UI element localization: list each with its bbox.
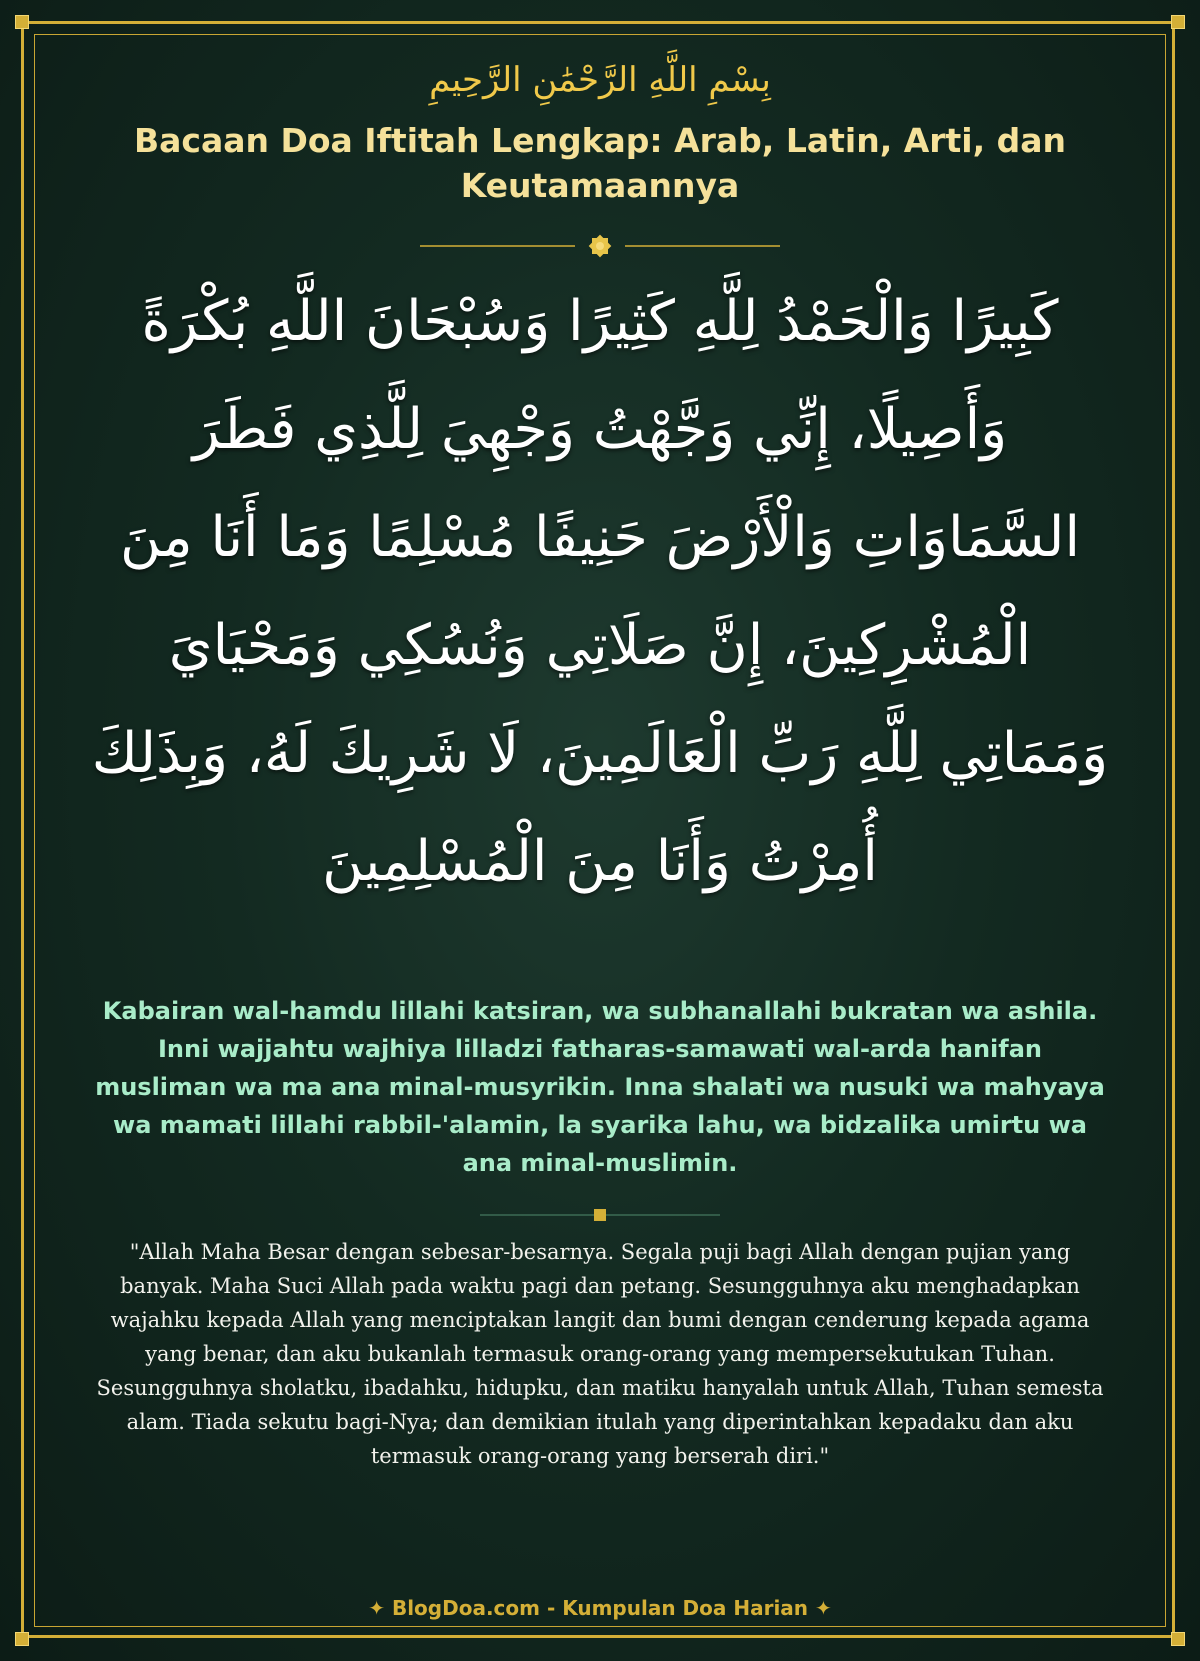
star-ornament-icon [420,234,780,258]
section-divider [480,1207,720,1223]
title-divider [420,234,780,258]
footer-brand: ✦ BlogDoa.com - Kumpulan Doa Harian ✦ [368,1596,832,1620]
diamond-ornament-icon [480,1207,720,1223]
corner-ornament-bottom-left [15,1632,29,1646]
corner-ornament-top-left [15,15,29,29]
page-title: Bacaan Doa Iftitah Lengkap: Arab, Latin, Arti, dan Keutamaannya [133,121,1067,205]
doa-arabic-text: كَبِيرًا وَالْحَمْدُ لِلَّهِ كَثِيرًا وَسُبْحَانَ اللَّهِ بُكْرَةً وَأَصِيلًا، إِنِّي وَجَّهْتُ وَجْهِيَ لِلَّذِي فَطَرَ السَّمَاوَاتِ وَالْأَرْضَ حَنِيفًا مُسْلِمًا وَمَا أَنَا مِنَ الْمُشْرِكِينَ، إِنَّ صَلَاتِي وَنُسُكِي وَمَحْيَايَ وَمَمَاتِي لِلَّهِ رَبِّ الْعَالَمِينَ، لَا شَرِيكَ لَهُ، وَبِذَلِكَ أُمِرْتُ وَأَنَا مِنَ الْمُسْلِمِينَ [91,289,1109,894]
corner-ornament-bottom-right [1171,1632,1185,1646]
corner-ornament-top-right [1171,15,1185,29]
basmalah-heading: بِسْمِ اللَّهِ الرَّحْمَٰنِ الرَّحِيمِ [429,60,771,100]
doa-latin-transliteration: Kabairan wal-hamdu lillahi katsiran, wa subhanallahi bukratan wa ashila. Inni wajjahtu wajhiya lilladzi fatharas-samawati wal-arda hanifan musliman wa ma ana minal-musyrikin. Inna shalati wa nusuki wa mahyaya wa mamati lillahi rabbil-'alamin, la syarika lahu, wa bidzalika umirtu wa ana minal-muslimin. [95,997,1105,1177]
doa-translation: "Allah Maha Besar dengan sebesar-besarnya. Segala puji bagi Allah dengan pujian yang banyak. Maha Suci Allah pada waktu pagi dan petang. Sesungguhnya aku menghadapkan wajahku kepada Allah yang menciptakan langit dan bumi dengan cenderung kepada agama yang benar, dan aku bukanlah termasuk orang-orang yang mempersekutukan Tuhan. Sesungguhnya sholatku, ibadahku, hidupku, dan matiku hanyalah untuk Allah, Tuhan semesta alam. Tiada sekutu bagi-Nya; dan demikian itulah yang diperintahkan kepadaku dan aku termasuk orang-orang yang berserah diri." [96,1240,1104,1468]
